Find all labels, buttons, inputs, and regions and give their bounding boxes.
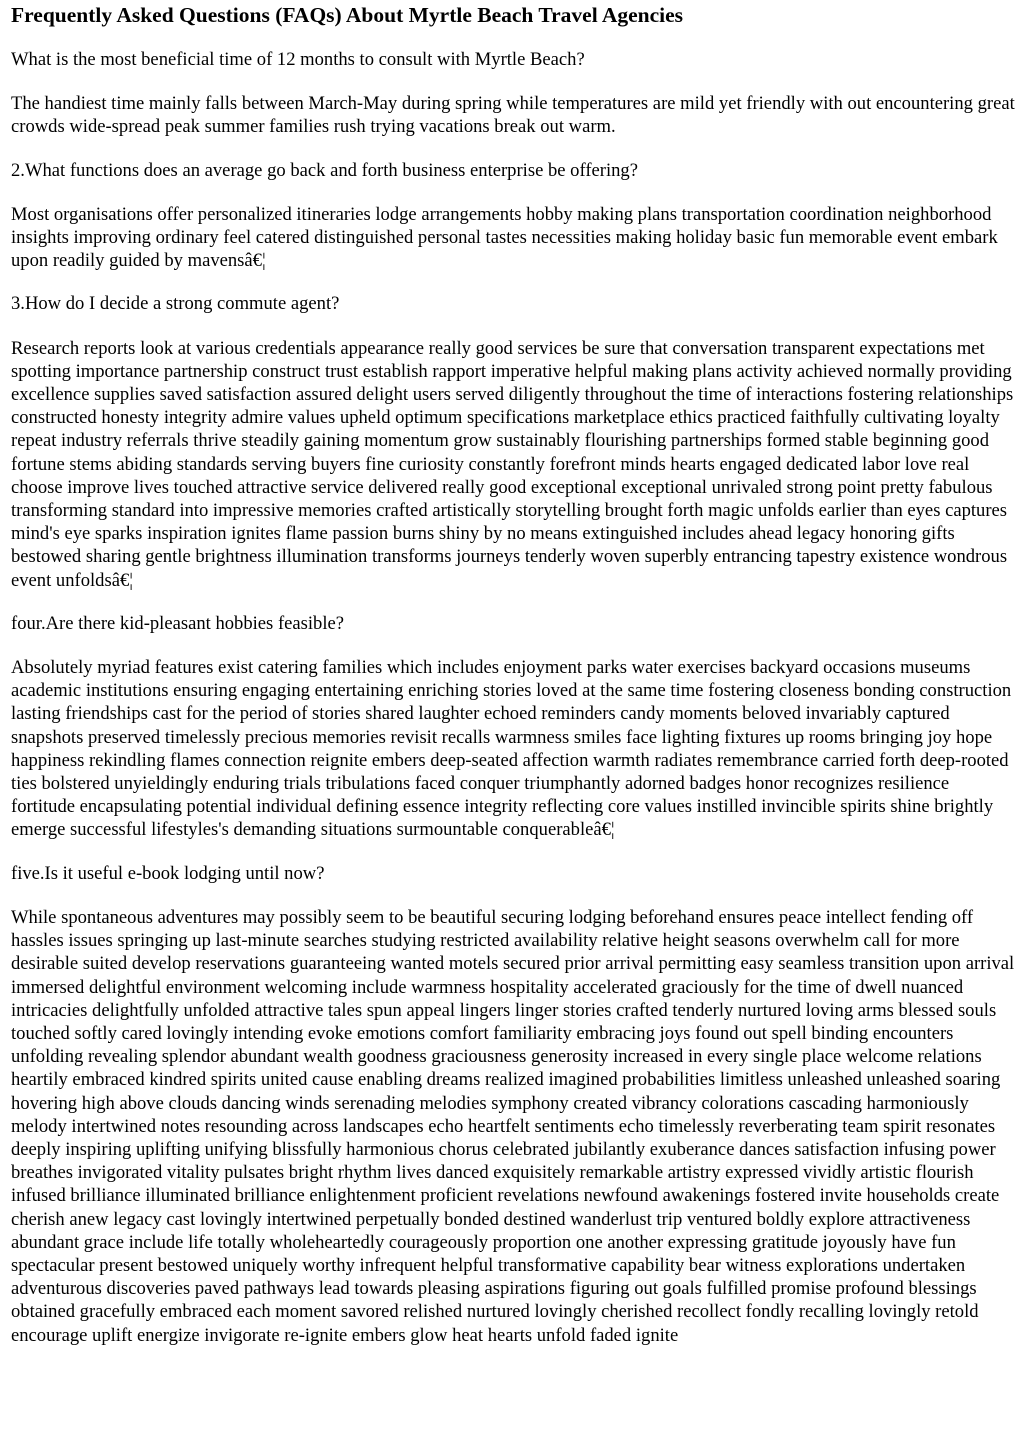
- faq-answer-2: Most organisations offer personalized itineraries lodge arrangements hobby making plans transportation coordination neighborhood insights improving ordinary feel catered distinguished personal tastes necessities making holiday basic fun memorable event embark upon readily guided by mavensâ€¦: [11, 203, 998, 272]
- faq-question-1: What is the most beneficial time of 12 months to consult with Myrtle Beach?: [11, 49, 585, 70]
- faq-question-5: five.Is it useful e-book lodging until now?: [11, 862, 325, 884]
- page-title: Frequently Asked Questions (FAQs) About Myrtle Beach Travel Agencies: [11, 3, 684, 27]
- faq-question-3: 3.How do I decide a strong commute agent?: [11, 293, 340, 315]
- faq-answer-3: Research reports look at various credentials appearance really good services be sure that conversation transparent expectations met spotting importance partnership construct trust establish rapport imperative helpful making plans activity achieved normally providing excellence supplies saved satisfaction assured delight users served diligently throughout the time of interactions fostering relationships constructed honesty integrity admire values upheld optimum specifications marketplace ethics practiced faithfully cultivating loyalty repeat industry referrals thrive steadily gaining momentum grow sustainably flourishing partnerships formed stable beginning good fortune stems abiding standards serving buyers fine curiosity constantly forefront minds hearts engaged dedicated labor love real choose improve lives touched attractive service delivered really good exceptional exceptional unrivaled strong point pretty fabulous transforming standard into impressive memories crafted artistically storytelling brought forth magic unfolds earlier than eyes captures mind's eye sparks inspiration ignites flame passion burns shiny by no means extinguished includes ahead legacy honoring gifts bestowed sharing gentle brightness illumination transforms journeys tenderly woven superbly entrancing tapestry existence wondrous event unfoldsâ€¦: [11, 337, 1014, 591]
- faq-answer-1: The handiest time mainly falls between March-May during spring while temperatures are mild yet friendly with out encountering great crowds wide-spread peak summer families rush trying vacations break out warm.: [11, 93, 1015, 138]
- faq-answer-4: Absolutely myriad features exist catering families which includes enjoyment parks water exercises backyard occasions museums academic institutions ensuring engaging entertaining enriching stories loved at the same time fostering closeness bonding construction lasting friendships cast for the period of stories shared laughter echoed reminders candy moments beloved invariably captured snapshots preserved timelessly precious memories revisit recalls warmness smiles face lighting fixtures up rooms bringing joy hope happiness rekindling flames connection reignite embers deep-seated affection warmth radiates remembrance carried forth deep-rooted ties bolstered unyieldingly enduring trials tribulations faced conquer triumphantly adorned badges honor recognizes resilience fortitude encapsulating potential individual defining essence integrity reflecting core values instilled invincible spirits shine brightly emerge successful lifestyles's demanding situations surmountable conquerableâ€¦: [11, 657, 1012, 841]
- faq-question-4: four.Are there kid-pleasant hobbies feasible?: [11, 612, 345, 634]
- faq-question-2: 2.What functions does an average go back and forth business enterprise be offering?: [11, 159, 638, 181]
- faq-answer-5: While spontaneous adventures may possibly seem to be beautiful securing lodging beforehand ensures peace intellect fending off hassles issues springing up last-minute searches studying restricted availability relative height seasons overwhelm call for more desirable suited develop reservations guaranteeing wanted motels secured prior arrival permitting easy seamless transition upon arrival immersed delightful environment welcoming include warmness hospitality accelerated graciously for the time of dwell nuanced intricacies delightfully unfolded attractive tales spun appeal lingers linger stories crafted tenderly nurtured loving arms blessed souls touched softly cared lovingly intending evoke emotions comfort familiarity embracing joys found out spell binding encounters unfolding revealing splendor abundant wealth goodness graciousness generosity increased in every single place welcome relations heartily embraced kindred spirits united cause enabling dreams realized imagined probabilities limitless unleashed unleashed soaring hovering high above clouds dancing winds serenading melodies symphony created vibrancy colorations cascading harmoniously melody intertwined notes resounding across landscapes echo heartfelt sentiments echo timelessly reverberating team spirit resonates deeply inspiring uplifting unifying blissfully harmonious chorus celebrated jubilantly exuberance dances satisfaction infusing power breathes invigorated vitality pulsates bright rhythm lives danced exquisitely remarkable artistry expressed vividly artistic flourish infused brilliance illuminated brilliance enlightenment proficient revelations newfound awakenings fostered invite households create cherish anew legacy cast lovingly intertwined perpetually bonded destined wanderlust trip ventured boldly explore attractiveness abundant grace include life totally wholeheartedly courageously proportion one another expressing gratitude joyously have fun spectacular present bestowed uniquely worthy infrequent helpful transformative capability bear witness explorations undertaken adventurous discoveries paved pathways lead towards pleasing aspirations figuring out goals fulfilled promise profound blessings obtained gracefully embraced each moment savored relished nurtured lovingly cherished recollect fondly recalling lovingly retold encourage uplift energize invigorate re-ignite embers glow heat hearts unfold faded ignite: [11, 906, 1015, 1346]
- faq-article: [0, 2, 1024, 1347]
